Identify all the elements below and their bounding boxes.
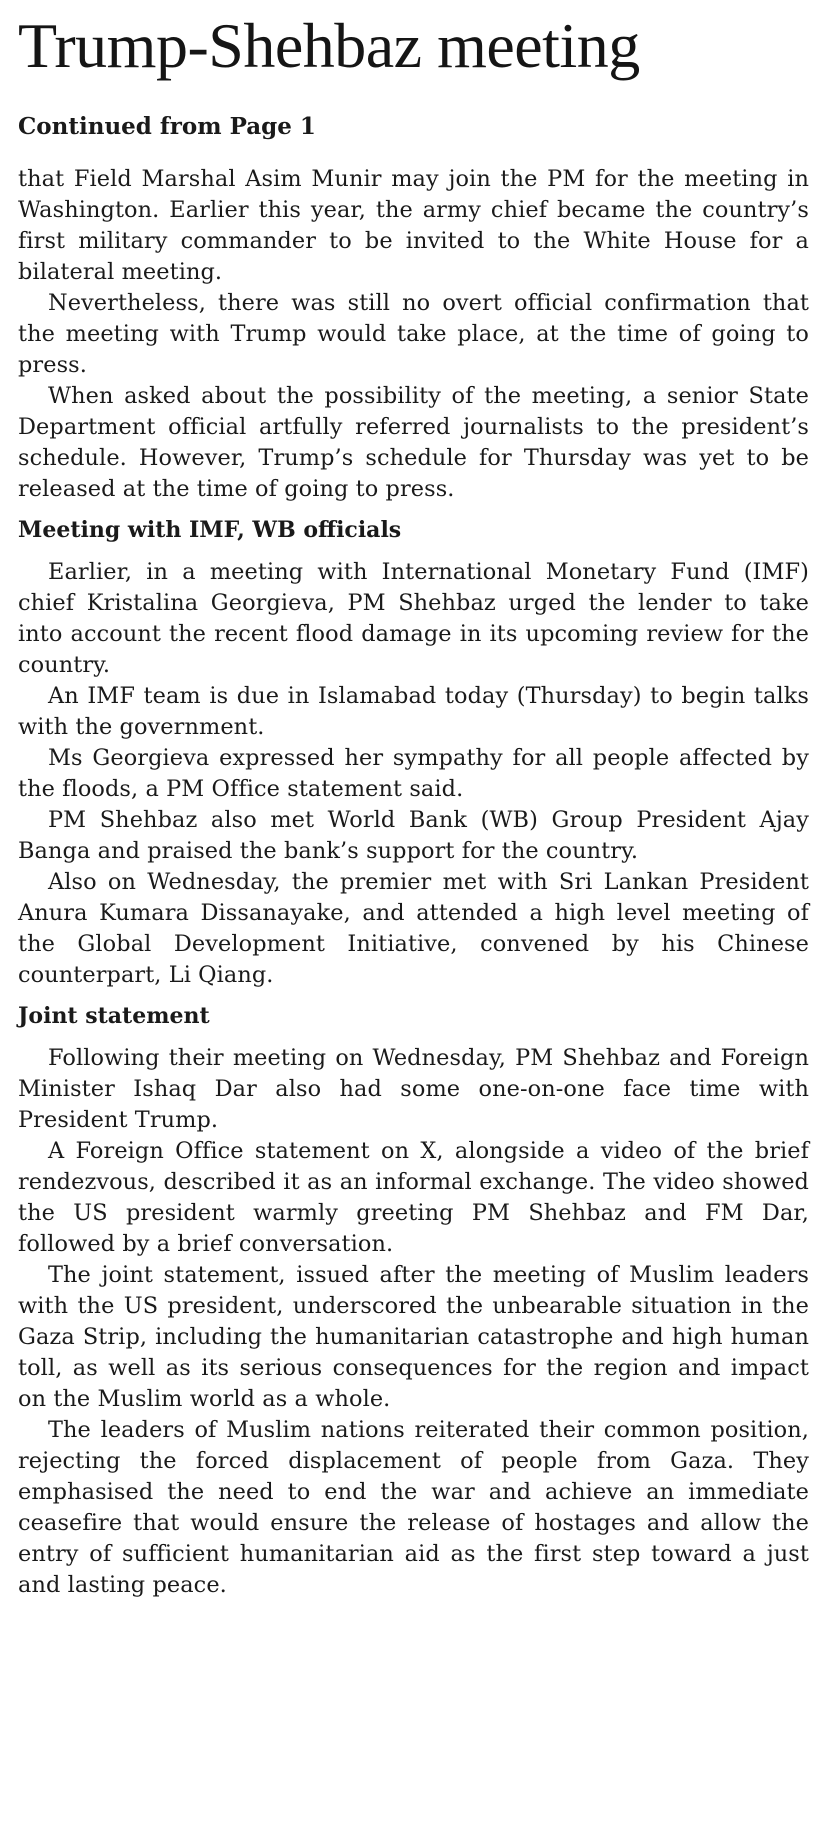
paragraph: Ms Georgieva expressed her sympathy for all people affected by the floods, a PM Office statement said. [18, 745, 809, 802]
paragraph: Also on Wednesday, the premier met with Sri Lankan President Anura Kumara Dissanayake, and attended a high level meeting of the Global Development Initiative, convened by his Chinese counterpart, Li Qiang. [18, 869, 809, 988]
paragraph: The joint statement, issued after the meeting of Muslim leaders with the US president, underscored the unbearable situation in the Gaza Strip, including the humanitarian catastrophe and high human toll, as well as its serious consequences for the region and impact on the Muslim world as a whole. [18, 1262, 809, 1412]
paragraph: The leaders of Muslim nations reiterated their common position, rejecting the forced displacement of people from Gaza. They emphasised the need to end the war and achieve an immediate ceasefire that would ensure the release of hostages and allow the entry of sufficient humanitarian aid as the first step toward a just and lasting peace. [18, 1417, 809, 1598]
paragraph: PM Shehbaz also met World Bank (WB) Group President Ajay Banga and praised the bank’s support for the country. [18, 807, 809, 864]
subheading-imf: Meeting with IMF, WB officials [18, 517, 402, 543]
joint-statement-section [18, 1001, 809, 1601]
paragraph: An IMF team is due in Islamabad today (Thursday) to begin talks with the government. [18, 683, 809, 740]
paragraph: Following their meeting on Wednesday, PM Shehbaz and Foreign Minister Ishaq Dar also had some one-on-one face time with President Trump. [18, 1045, 809, 1133]
paragraph: that Field Marshal Asim Munir may join the PM for the meeting in Washington. Earlier this year, the army chief became the country’s first military commander to be invited to the White House for a bilateral meeting. [18, 166, 809, 285]
headline: Trump-Shehbaz meeting [18, 10, 640, 81]
continued-note: Continued from Page 1 [18, 113, 316, 140]
article [18, 0, 809, 1601]
paragraph: A Foreign Office statement on X, alongside a video of the brief rendezvous, described it as an informal exchange. The video showed the US president warmly greeting PM Shehbaz and FM Dar, followed by a brief conversation. [18, 1138, 809, 1257]
paragraph: When asked about the possibility of the meeting, a senior State Department official artfully referred journalists to the president’s schedule. However, Trump’s schedule for Thursday was yet to be released at the time of going to press. [18, 383, 809, 502]
intro-section [18, 164, 809, 505]
subheading-joint-statement: Joint statement [18, 1003, 210, 1029]
paragraph: Earlier, in a meeting with International Monetary Fund (IMF) chief Kristalina Georgieva, PM Shehbaz urged the lender to take into account the recent flood damage in its upcoming review for the country. [18, 559, 809, 678]
paragraph: Nevertheless, there was still no overt official confirmation that the meeting with Trump would take place, at the time of going to press. [18, 290, 809, 378]
imf-section [18, 515, 809, 991]
